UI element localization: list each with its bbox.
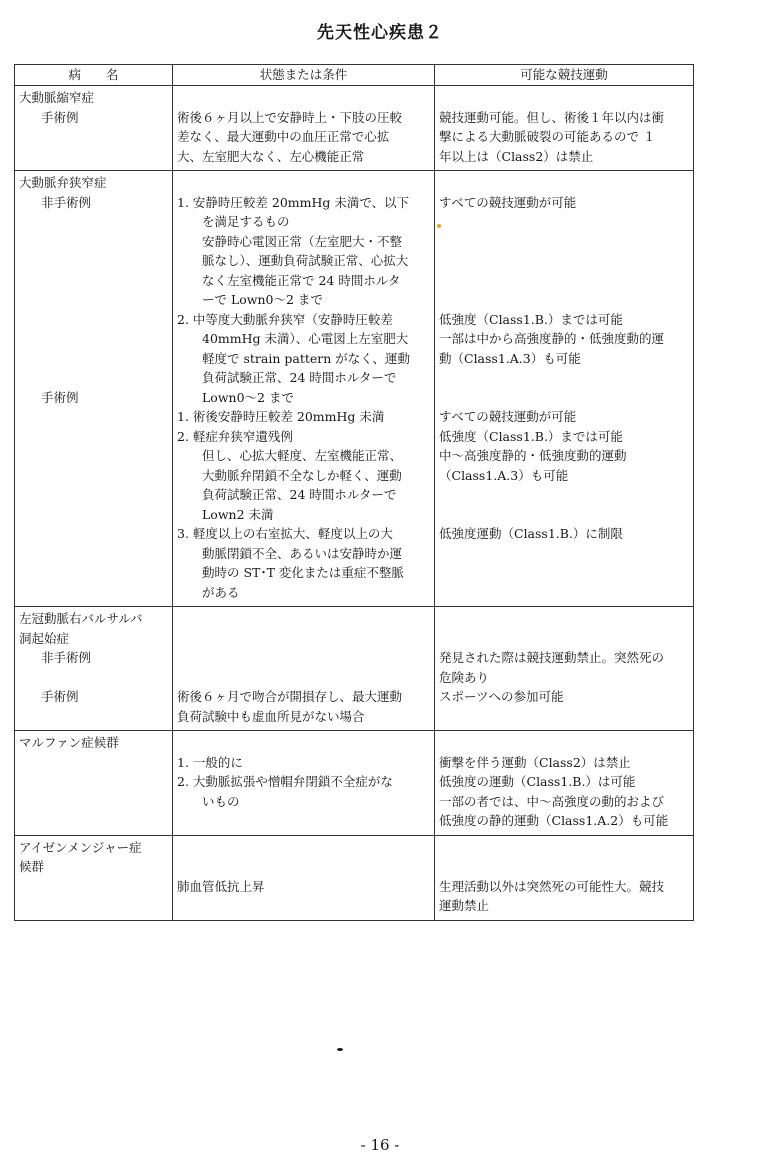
condition-text: 負荷試験正常、24 時間ホルターで: [202, 370, 397, 385]
condition-text: を満足するもの: [202, 214, 290, 229]
case-type: 手術例: [41, 109, 79, 125]
sports-text: 競技運動可能。但し、術後１年以内は衝: [439, 109, 665, 125]
condition-item: 1. 安静時圧較差 20mmHg 未満で、以下: [177, 194, 410, 210]
condition-text: 負荷試験正常、24 時間ホルターで: [202, 487, 397, 502]
disease-cell: [15, 171, 173, 607]
sports-text: 危険あり: [439, 669, 490, 685]
condition-text: なく左室機能正常で 24 時間ホルタ: [202, 272, 401, 288]
condition-text: 動時の ST･T 変化または重症不整脈: [202, 565, 404, 580]
sports-text: すべての競技運動が可能: [439, 409, 577, 424]
sports-text: 低強度の運動（Class1.B.）は可能: [439, 774, 636, 789]
sports-text: 低強度運動（Class1.B.）に制限: [439, 526, 623, 541]
disease-cell: [15, 607, 173, 731]
sports-text: 衝撃を伴う運動（Class2）は禁止: [439, 754, 631, 770]
condition-text: Lown2 未満: [202, 506, 274, 522]
case-type: 手術例: [41, 389, 79, 405]
condition-item: 1. 術後安静時圧較差 20mmHg 未満: [177, 409, 385, 424]
condition-cell: [173, 86, 435, 171]
condition-text: 40mmHg 未満）、心電図上左室肥大: [202, 331, 409, 346]
disease-name: 候群: [19, 859, 45, 874]
header-disease-name: 病 名: [15, 65, 173, 86]
sports-text: 低強度の静的運動（Class1.A.2）も可能: [439, 813, 669, 828]
sports-text: 発見された際は競技運動禁止。突然死の: [439, 650, 665, 665]
case-type: 非手術例: [41, 194, 92, 210]
disease-name: アイゼンメンジャー症: [19, 839, 142, 855]
header-allowed-sports: 可能な競技運動: [435, 65, 694, 86]
condition-item: 2. 軽症弁狭窄遺残例: [177, 428, 293, 444]
sports-text: 撃による大動脈破裂の可能あるので １: [439, 129, 656, 144]
table-row: [15, 731, 694, 836]
condition-text: 術後６ヶ月で吻合が開損存し、最大運動: [177, 689, 403, 704]
case-type: 非手術例: [41, 650, 92, 665]
condition-text: 脈なし）、運動負荷試験正常、心拡大: [202, 253, 409, 268]
header-condition: 状態または条件: [173, 65, 435, 86]
condition-text: 負荷試験中も虚血所見がない場合: [177, 708, 365, 724]
condition-text: 但し、心拡大軽度、左室機能正常、: [202, 448, 403, 463]
disease-name: 大動脈縮窄症: [19, 90, 95, 105]
condition-item: 2. 大動脈拡張や憎帽弁閉鎖不全症がな: [177, 774, 393, 789]
condition-item: 1. 一般的に: [177, 754, 243, 770]
sports-text: 一部は中から高強度静的・低強度動的運: [439, 331, 665, 346]
table-row: [15, 835, 694, 920]
table-row: [15, 86, 694, 171]
condition-cell: [173, 607, 435, 731]
page-title: 先天性心疾患２: [317, 23, 443, 43]
table-header-row: [15, 65, 694, 86]
sports-text: 一部の者では、中～高強度の動的および: [439, 793, 665, 809]
condition-text: Lown0～2 まで: [202, 389, 294, 405]
sports-text: 中～高強度静的・低強度動的運動: [439, 448, 627, 463]
disease-name: 左冠動脈右バルサルバ: [19, 611, 143, 626]
condition-cell: [173, 835, 435, 920]
condition-text: がある: [202, 584, 240, 600]
sports-cell: [435, 171, 694, 607]
condition-item: 2. 中等度大動脈弁狭窄（安静時圧較差: [177, 311, 393, 327]
condition-text: 動脈閉鎖不全、あるいは安静時か運: [202, 545, 403, 561]
sports-text: （Class1.A.3）も可能: [439, 467, 569, 483]
sports-text: スポーツへの参加可能: [439, 689, 564, 704]
sports-text: すべての競技運動が可能: [439, 194, 577, 210]
condition-item: 3. 軽度以上の右室拡大、軽度以上の大: [177, 526, 393, 541]
sports-cell: [435, 835, 694, 920]
sports-text: 年以上は（Class2）は禁止: [439, 148, 594, 164]
condition-text: 安静時心電図正常（左室肥大・不整: [202, 233, 403, 249]
sports-text: 動（Class1.A.3）も可能: [439, 350, 581, 366]
condition-text: 軽度で strain pattern がなく、運動: [202, 350, 411, 366]
disease-cell: [15, 835, 173, 920]
condition-text: 差なく、最大運動中の血圧正常で心拡: [177, 129, 390, 144]
condition-text: いもの: [202, 793, 240, 809]
condition-text: ーで Lown0～2 まで: [202, 292, 323, 307]
disease-name: 洞起始症: [19, 630, 70, 646]
disease-cell: [15, 731, 173, 836]
sports-cell: [435, 731, 694, 836]
condition-text: 術後６ヶ月以上で安静時上・下肢の圧較: [177, 109, 403, 125]
sports-text: 運動禁止: [439, 898, 490, 913]
disease-name: マルファン症候群: [19, 735, 119, 750]
condition-text: 大動脈弁閉鎖不全なしか軽く、運動: [202, 467, 402, 483]
sports-cell: [435, 86, 694, 171]
table-row: [15, 607, 694, 731]
case-type: 手術例: [41, 689, 79, 704]
congenital-heart-disease-table: [14, 64, 694, 921]
condition-text: 大、左室肥大なく、左心機能正常: [177, 148, 365, 164]
sports-text: 低強度（Class1.B.）までは可能: [439, 311, 623, 327]
condition-cell: [173, 171, 435, 607]
page-number: - 16 -: [360, 1136, 400, 1154]
ink-spot: [437, 224, 441, 228]
sports-cell: [435, 607, 694, 731]
sports-text: 低強度（Class1.B.）までは可能: [439, 428, 623, 444]
condition-text: 肺血管低抗上昇: [177, 878, 265, 894]
disease-name: 大動脈弁狭窄症: [19, 175, 107, 190]
table-row: [15, 171, 694, 607]
condition-cell: [173, 731, 435, 836]
sports-text: 生理活動以外は突然死の可能性大。競技: [439, 878, 665, 894]
disease-cell: [15, 86, 173, 171]
ink-spot: [337, 1048, 343, 1051]
